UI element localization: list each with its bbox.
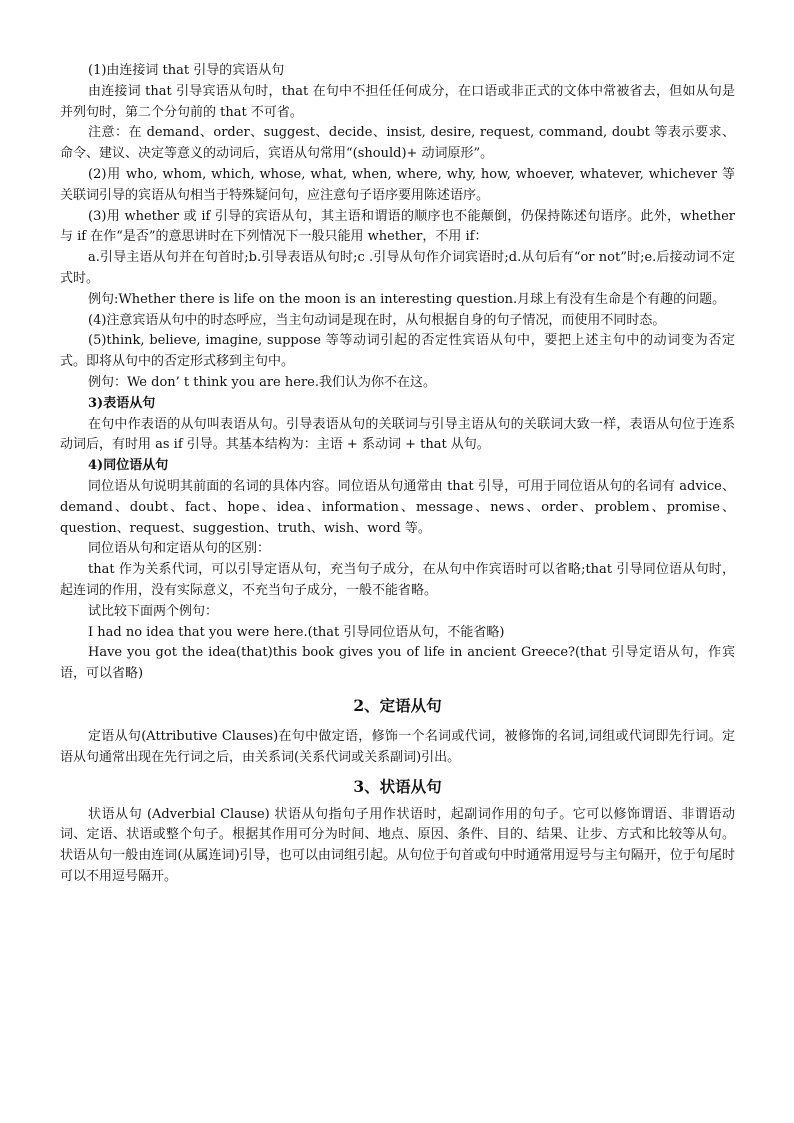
example-sentence: 例句:Whether there is life on the moon is an interesting question.月球上有没有生命是个有趣的问题。 xyxy=(88,291,726,307)
document-page xyxy=(60,61,735,888)
paragraph: (4)注意宾语从句中的时态呼应，当主句动词是现在时，从句根据自身的句子情况，而使用不同时态。 xyxy=(88,312,666,328)
paragraph: 同位语从句说明其前面的名词的具体内容。同位语从句通常由 that 引导，可用于同位语从句的名词有 advice、demand、doubt、fact、hope、idea、information、message、news、order、problem、promise、question、request、suggestion、truth、wish、word 等。 xyxy=(60,478,735,536)
appositive-clause-heading: 4)同位语从句 xyxy=(88,458,169,474)
example-sentence: 例句：We don’ t think you are here.我们认为你不在这。 xyxy=(88,374,436,390)
paragraph: (5)think, believe, imagine, suppose 等等动词引起的否定性宾语从句中，要把上述主句中的动词变为否定式。即将从句中的否定形式移到主句中。 xyxy=(60,333,735,370)
paragraph: that 作为关系代词，可以引导定语从句，充当句子成分，在从句中作宾语时可以省略;that 引导同位语从句时，起连词的作用，没有实际意义，不充当句子成分，一般不能省略。 xyxy=(60,562,735,598)
paragraph: a.引导主语从句并在句首时;b.引导表语从句时;c .引导从句作介词宾语时;d.从句后有“or not”时;e.后接动词不定式时。 xyxy=(60,250,735,286)
example-sentence: I had no idea that you were here.(that 引导同位语从句，不能省略) xyxy=(88,624,505,640)
paragraph: 注意：在 demand、order、suggest、decide、insist, desire, request, command, doubt 等表示要求、命令、建议、决定等意义的动词后，宾语从句常用“(should)+ 动词原形”。 xyxy=(60,125,735,162)
paragraph: 同位语从句和定语从句的区别： xyxy=(88,541,271,557)
paragraph: (3)用 whether 或 if 引导的宾语从句，其主语和谓语的顺序也不能颠倒，仍保持陈述句语序。此外，whether 与 if 在作“是否”的意思讲时在下列情况下一般只能用 whether，不用 if： xyxy=(60,208,735,245)
paragraph: (2)用 who, whom, which, whose, what, when, where, why, how, whoever, whatever, whichever 等关联词引导的宾语从句相当于特殊疑问句，应注意句子语序要用陈述语序。 xyxy=(60,166,735,203)
attributive-clause-title: 2、定语从句 xyxy=(353,695,442,715)
paragraph: 在句中作表语的从句叫表语从句。引导表语从句的关联词与引导主语从句的关联词大致一样，表语从句位于连系动词后，有时用 as if 引导。其基本结构为：主语 + 系动词 + that 从句。 xyxy=(60,416,735,453)
adverbial-clause-title: 3、状语从句 xyxy=(353,776,442,796)
paragraph: 状语从句 (Adverbial Clause) 状语从句指句子用作状语时，起副词作用的句子。它可以修饰谓语、非谓语动词、定语、状语或整个句子。根据其作用可分为时间、地点、原因、条件、目的、结果、让步、方式和比较等从句。状语从句一般由连词(从属连词)引导，也可以由词组引起。从句位于句首或句中时通常用逗号与主句隔开，位于句尾时可以不用逗号隔开。 xyxy=(60,806,735,884)
paragraph: 定语从句(Attributive Clauses)在句中做定语，修饰一个名词或代词，被修饰的名词,词组或代词即先行词。定语从句通常出现在先行词之后，由关系词(关系代词或关系副词)引出。 xyxy=(60,728,735,765)
predicative-clause-heading: 3)表语从句 xyxy=(88,395,156,411)
paragraph: 由连接词 that 引导宾语从句时，that 在句中不担任任何成分，在口语或非正式的文体中常被省去，但如从句是并列句时，第二个分句前的 that 不可省。 xyxy=(60,83,735,120)
object-clause-heading-1: (1)由连接词 that 引导的宾语从句 xyxy=(88,63,285,78)
paragraph: 试比较下面两个例句： xyxy=(88,603,219,619)
example-sentence: Have you got the idea(that)this book gives you of life in ancient Greece?(that 引导定语从句，作宾语，可以省略) xyxy=(60,645,735,682)
